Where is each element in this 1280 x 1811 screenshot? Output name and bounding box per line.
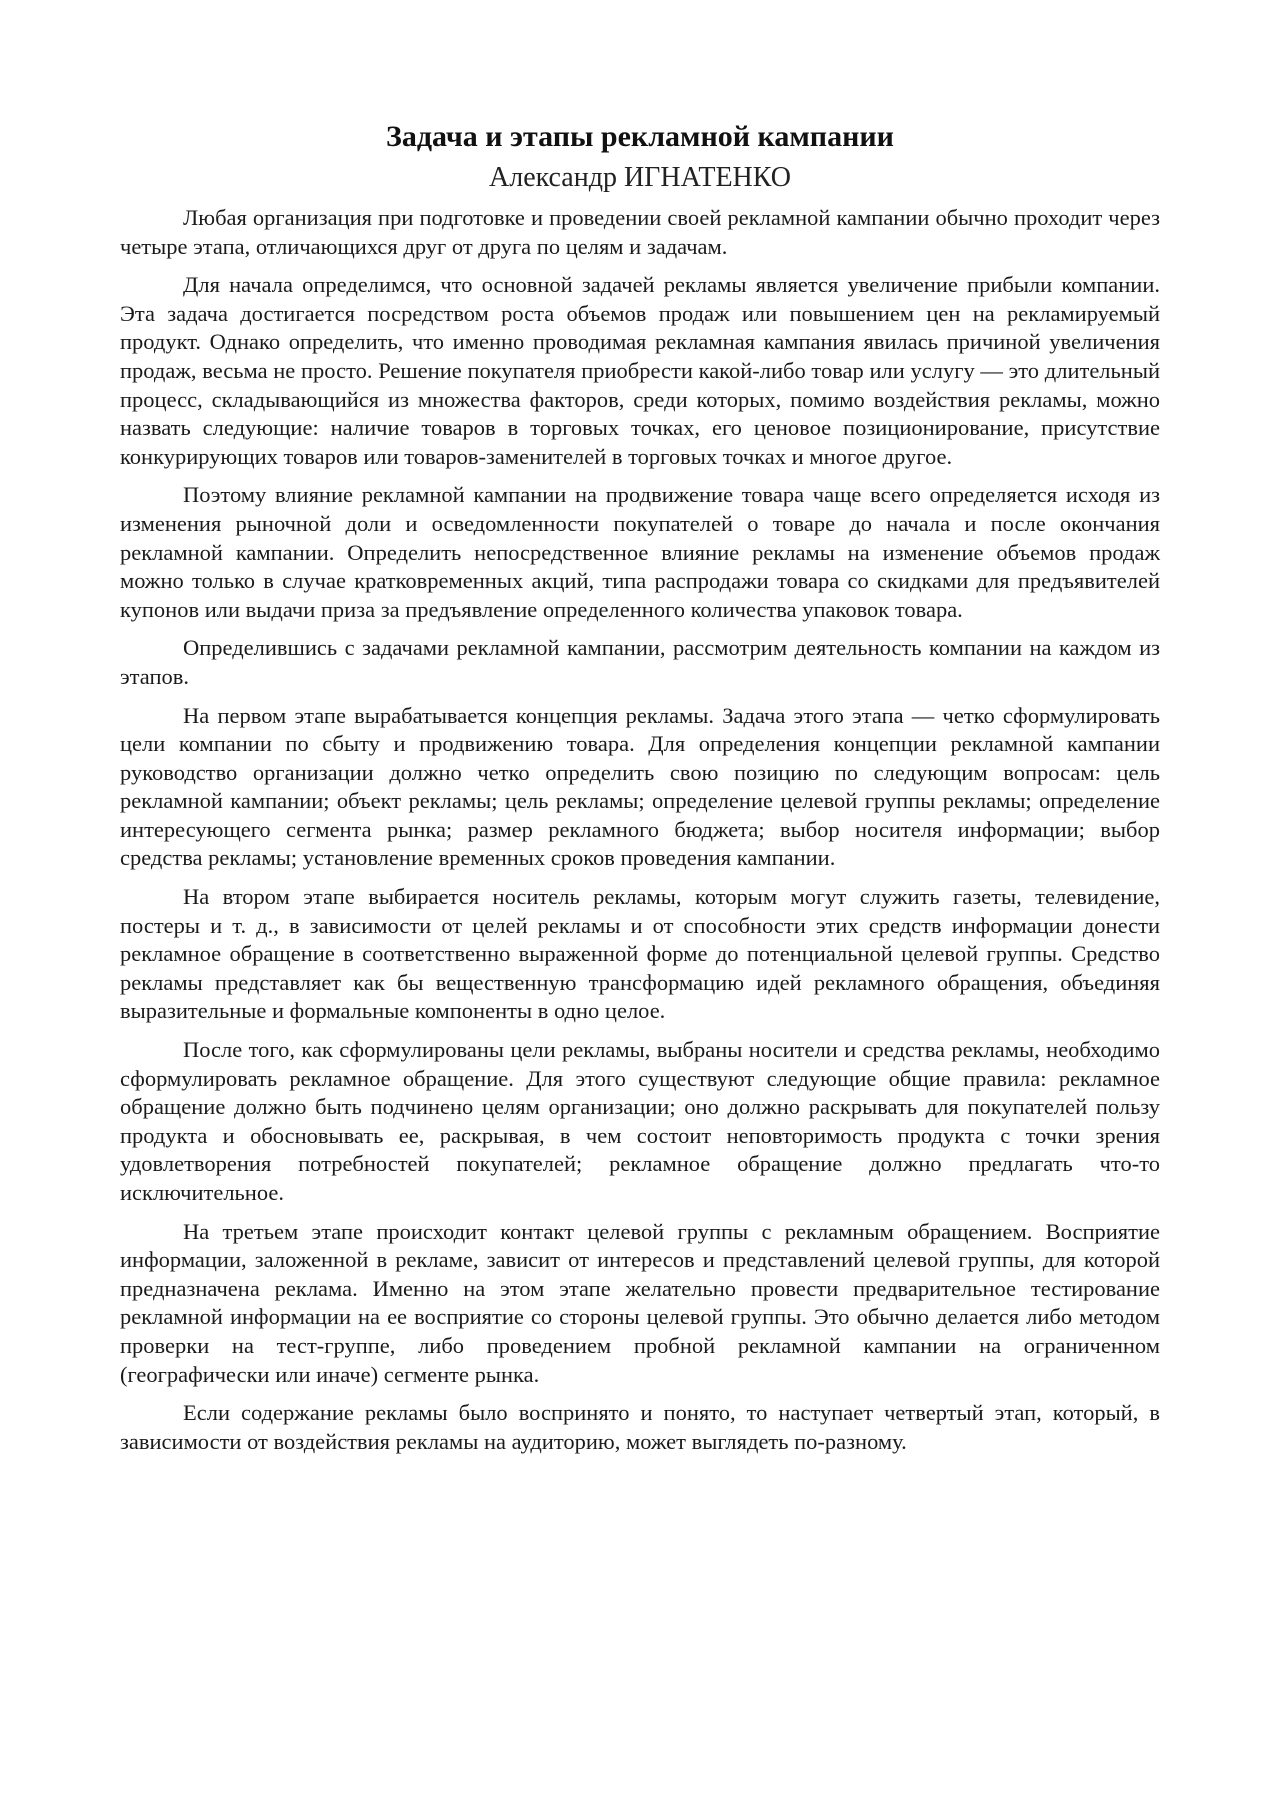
document-page (120, 118, 1160, 1466)
paragraph: После того, как сформулированы цели рекламы, выбраны носители и средства рекламы, необходимо сформулировать рекламное обращение. Для этого существуют следующие общие правила: рекламное обращение должно быть подчинено целям организации; оно должно раскрывать для покупателей пользу продукта и обосновывать ее, раскрывая, в чем состоит неповторимость продукта с точки зрения удовлетворения потребностей покупателей; рекламное обращение должно предлагать что-то исключительное. (120, 1037, 1160, 1205)
paragraph: Любая организация при подготовке и проведении своей рекламной кампании обычно проходит через четыре этапа, отличающихся друг от друга по целям и задачам. (120, 205, 1160, 259)
paragraph: Для начала определимся, что основной задачей рекламы является увеличение прибыли компании. Эта задача достигается посредством роста объемов продаж или повышением цен на рекламируемый продукт. Однако определить, что именно проводимая рекламная кампания явилась причиной увеличения продаж, весьма не просто. Решение покупателя приобрести какой-либо товар или услугу — это длительный процесс, складывающийся из множества факторов, среди которых, помимо воздействия рекламы, можно назвать следующие: наличие товаров в торговых точках, его ценовое позиционирование, присутствие конкурирующих товаров или товаров-заменителей в торговых точках и многое другое. (120, 272, 1160, 469)
paragraph: Определившись с задачами рекламной кампании, рассмотрим деятельность компании на каждом из этапов. (120, 635, 1160, 689)
paragraph: На втором этапе выбирается носитель рекламы, которым могут служить газеты, телевидение, постеры и т. д., в зависимости от целей рекламы и от способности этих средств информации донести рекламное обращение в соответственно выраженной форме до потенциальной целевой группы. Средство рекламы представляет как бы вещественную трансформацию идей рекламного обращения, объединяя выразительные и формальные компоненты в одно целое. (120, 884, 1160, 1024)
paragraph: На третьем этапе происходит контакт целевой группы с рекламным обращением. Восприятие информации, заложенной в рекламе, зависит от интересов и представлений целевой группы, для которой предназначена реклама. Именно на этом этапе желательно провести предварительное тестирование рекламной информации на ее восприятие со стороны целевой группы. Это обычно делается либо методом проверки на тест-группе, либо проведением пробной рекламной кампании на ограниченном (географически или иначе) сегменте рынка. (120, 1218, 1160, 1387)
document-title: Задача и этапы рекламной кампании (386, 120, 894, 153)
paragraph: На первом этапе вырабатывается концепция рекламы. Задача этого этапа — четко сформулировать цели компании по сбыту и продвижению товара. Для определения концепции рекламной кампании руководство организации должно четко определить свою позицию по следующим вопросам: цель рекламной кампании; объект рекламы; цель рекламы; определение целевой группы рекламы; определение интересующего сегмента рынка; размер рекламного бюджета; выбор носителя информации; выбор средства рекламы; установление временных сроков проведения кампании. (120, 702, 1160, 871)
paragraph: Если содержание рекламы было воспринято и понято, то наступает четвертый этап, который, в зависимости от воздействия рекламы на аудиторию, может выглядеть по-разному. (120, 1400, 1160, 1454)
document-author: Александр ИГНАТЕНКО (489, 162, 791, 193)
paragraph: Поэтому влияние рекламной кампании на продвижение товара чаще всего определяется исходя из изменения рыночной доли и осведомленности покупателей о товаре до начала и после окончания рекламной кампании. Определить непосредственное влияние рекламы на изменение объемов продаж можно только в случае кратковременных акций, типа распродажи товара со скидками для предъявителей купонов или выдачи приза за предъявление определенного количества упаковок товара. (120, 482, 1160, 622)
